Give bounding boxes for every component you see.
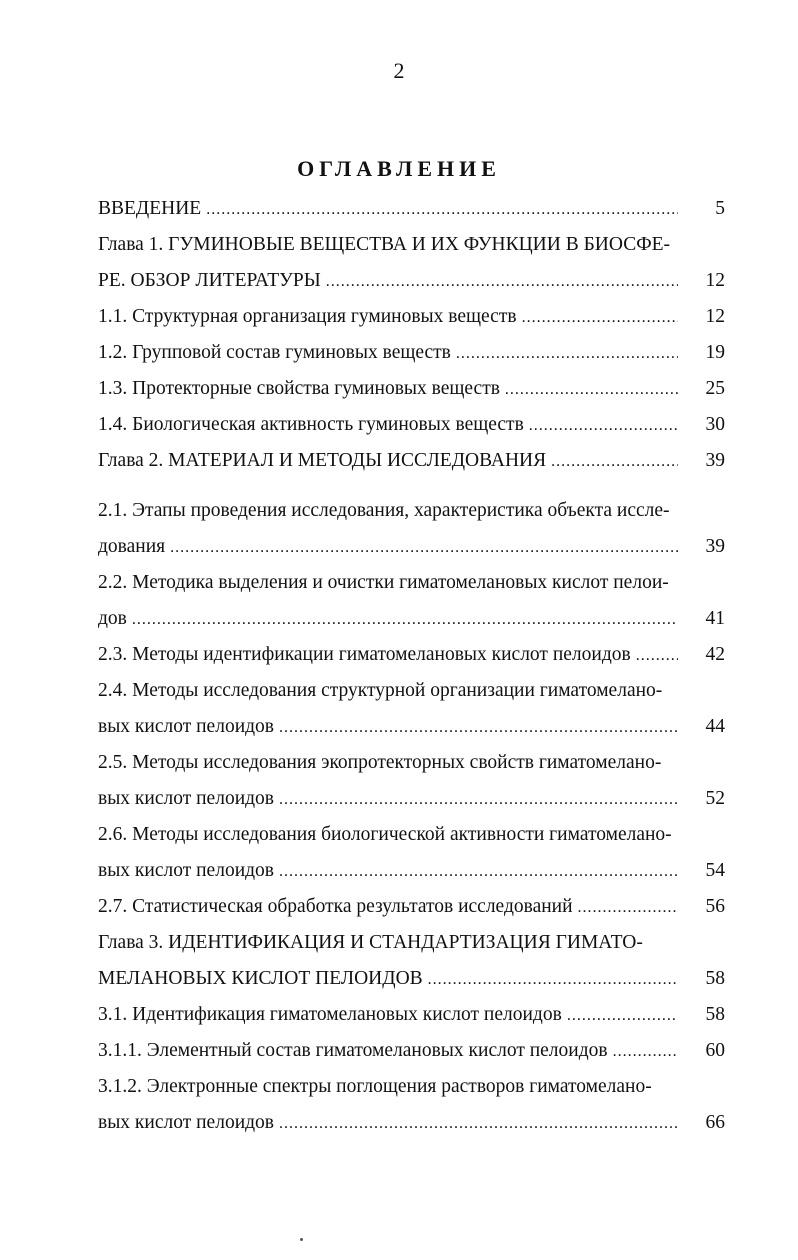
toc-page-number: 39 <box>705 536 725 557</box>
dot-leader <box>279 713 678 743</box>
toc-entry-text: 1.4. Биологическая активность гуминовых веществ <box>98 414 524 435</box>
toc-page-number: 12 <box>705 270 725 291</box>
toc-page-number: 5 <box>715 198 725 219</box>
dot-leader <box>551 447 678 477</box>
toc-entry-text: 2.7. Статистическая обработка результатов исследований <box>98 896 573 917</box>
toc-entry-line <box>98 856 678 886</box>
toc-entry-line <box>98 964 678 994</box>
toc-entry-text: ВВЕДЕНИЕ <box>98 198 202 219</box>
toc-entry-line <box>98 1108 678 1138</box>
toc-entry-line <box>98 1072 678 1102</box>
toc-entry-text: вых кислот пелоидов <box>98 860 275 881</box>
dot-leader <box>456 339 678 369</box>
toc-entry-line <box>98 532 678 562</box>
toc-title: ОГЛАВЛЕНИЕ <box>297 156 501 181</box>
dot-leader <box>613 1037 678 1067</box>
toc-entry-line <box>98 410 678 440</box>
toc-entry-text: 3.1.1. Элементный состав гиматомелановых кислот пелоидов <box>98 1040 608 1061</box>
toc-entry-line <box>98 748 678 778</box>
toc-page-number: 58 <box>705 1004 725 1025</box>
toc-entry-line <box>98 892 678 922</box>
toc-entry-line <box>98 302 678 332</box>
toc-entry-line <box>98 1000 678 1030</box>
dot-leader <box>522 303 678 333</box>
toc-entry-line <box>98 1036 678 1066</box>
toc-entry-line <box>98 230 678 260</box>
toc-page-number: 60 <box>705 1040 725 1061</box>
toc-entry-text: 1.1. Структурная организация гуминовых веществ <box>98 306 517 327</box>
toc-entry-text: Глава 3. ИДЕНТИФИКАЦИЯ И СТАНДАРТИЗАЦИЯ ГИМАТО- <box>98 932 643 953</box>
toc-entry-line <box>98 446 678 476</box>
toc-entry-text: 2.6. Методы исследования биологической активности гиматомелано- <box>98 824 672 845</box>
scan-speck <box>300 1238 303 1241</box>
toc-page-number: 58 <box>705 968 725 989</box>
toc-entry-text: 3.1.2. Электронные спектры поглощения растворов гиматомелано- <box>98 1076 652 1097</box>
toc-entry-text: вых кислот пелоидов <box>98 716 275 737</box>
toc-entry-text: вых кислот пелоидов <box>98 788 275 809</box>
dot-leader <box>132 605 678 635</box>
toc-entry-line <box>98 928 678 958</box>
toc-entry-text: 2.2. Методика выделения и очистки гиматомелановых кислот пелои- <box>98 572 669 593</box>
toc-entry-text: 3.1. Идентификация гиматомелановых кислот пелоидов <box>98 1004 562 1025</box>
toc-entry-text: вых кислот пелоидов <box>98 1112 275 1133</box>
toc-entry-line <box>98 640 678 670</box>
toc-page-number: 19 <box>705 342 725 363</box>
page-number: 2 <box>393 58 405 83</box>
toc-entry-line <box>98 266 678 296</box>
toc-entry-text: дов <box>98 608 127 629</box>
dot-leader <box>170 533 678 563</box>
dot-leader <box>567 1001 678 1031</box>
dot-leader <box>505 375 678 405</box>
toc-entry-text: РЕ. ОБЗОР ЛИТЕРАТУРЫ <box>98 270 321 291</box>
toc-entry-line <box>98 568 678 598</box>
toc-entry-text: Глава 1. ГУМИНОВЫЕ ВЕЩЕСТВА И ИХ ФУНКЦИИ В БИОСФЕ- <box>98 234 671 255</box>
dot-leader <box>428 965 678 995</box>
dot-leader <box>578 893 678 923</box>
toc-entry-text: 1.2. Групповой состав гуминовых веществ <box>98 342 451 363</box>
toc-entry-line <box>98 194 678 224</box>
toc-entry-text: 2.4. Методы исследования структурной организации гиматомелано- <box>98 680 663 701</box>
dot-leader <box>279 1109 678 1139</box>
toc-page-number: 54 <box>705 860 725 881</box>
toc-page-number: 56 <box>705 896 725 917</box>
toc-entry-text: 1.3. Протекторные свойства гуминовых веществ <box>98 378 500 399</box>
toc-page-number: 44 <box>705 716 725 737</box>
toc-entry-line <box>98 374 678 404</box>
toc-entry-text: 2.5. Методы исследования экопротекторных свойств гиматомелано- <box>98 752 662 773</box>
toc-entry-line <box>98 338 678 368</box>
toc-page-number: 52 <box>705 788 725 809</box>
toc-page-number: 30 <box>705 414 725 435</box>
dot-leader <box>279 785 678 815</box>
dot-leader <box>529 411 678 441</box>
toc-entry-text: дования <box>98 536 166 557</box>
toc-entry-line <box>98 712 678 742</box>
toc-entry-line <box>98 676 678 706</box>
toc-entry-line <box>98 820 678 850</box>
dot-leader <box>206 195 678 225</box>
toc-entry-text: МЕЛАНОВЫХ КИСЛОТ ПЕЛОИДОВ <box>98 968 423 989</box>
toc-entry-line <box>98 604 678 634</box>
toc-page-number: 39 <box>705 450 725 471</box>
toc-page-number: 42 <box>705 644 725 665</box>
toc-entry-text: Глава 2. МАТЕРИАЛ И МЕТОДЫ ИССЛЕДОВАНИЯ <box>98 450 547 471</box>
toc-page-number: 41 <box>705 608 725 629</box>
toc-page-number: 66 <box>705 1112 725 1133</box>
toc-entry-line <box>98 496 678 526</box>
dot-leader <box>326 267 678 297</box>
dot-leader <box>279 857 678 887</box>
toc-page-number: 12 <box>705 306 725 327</box>
dot-leader <box>636 641 678 671</box>
toc-page-number: 25 <box>705 378 725 399</box>
toc-entry-text: 2.3. Методы идентификации гиматомелановых кислот пелоидов <box>98 644 631 665</box>
toc-entry-line <box>98 784 678 814</box>
toc-entry-text: 2.1. Этапы проведения исследования, характеристика объекта иссле- <box>98 500 670 521</box>
